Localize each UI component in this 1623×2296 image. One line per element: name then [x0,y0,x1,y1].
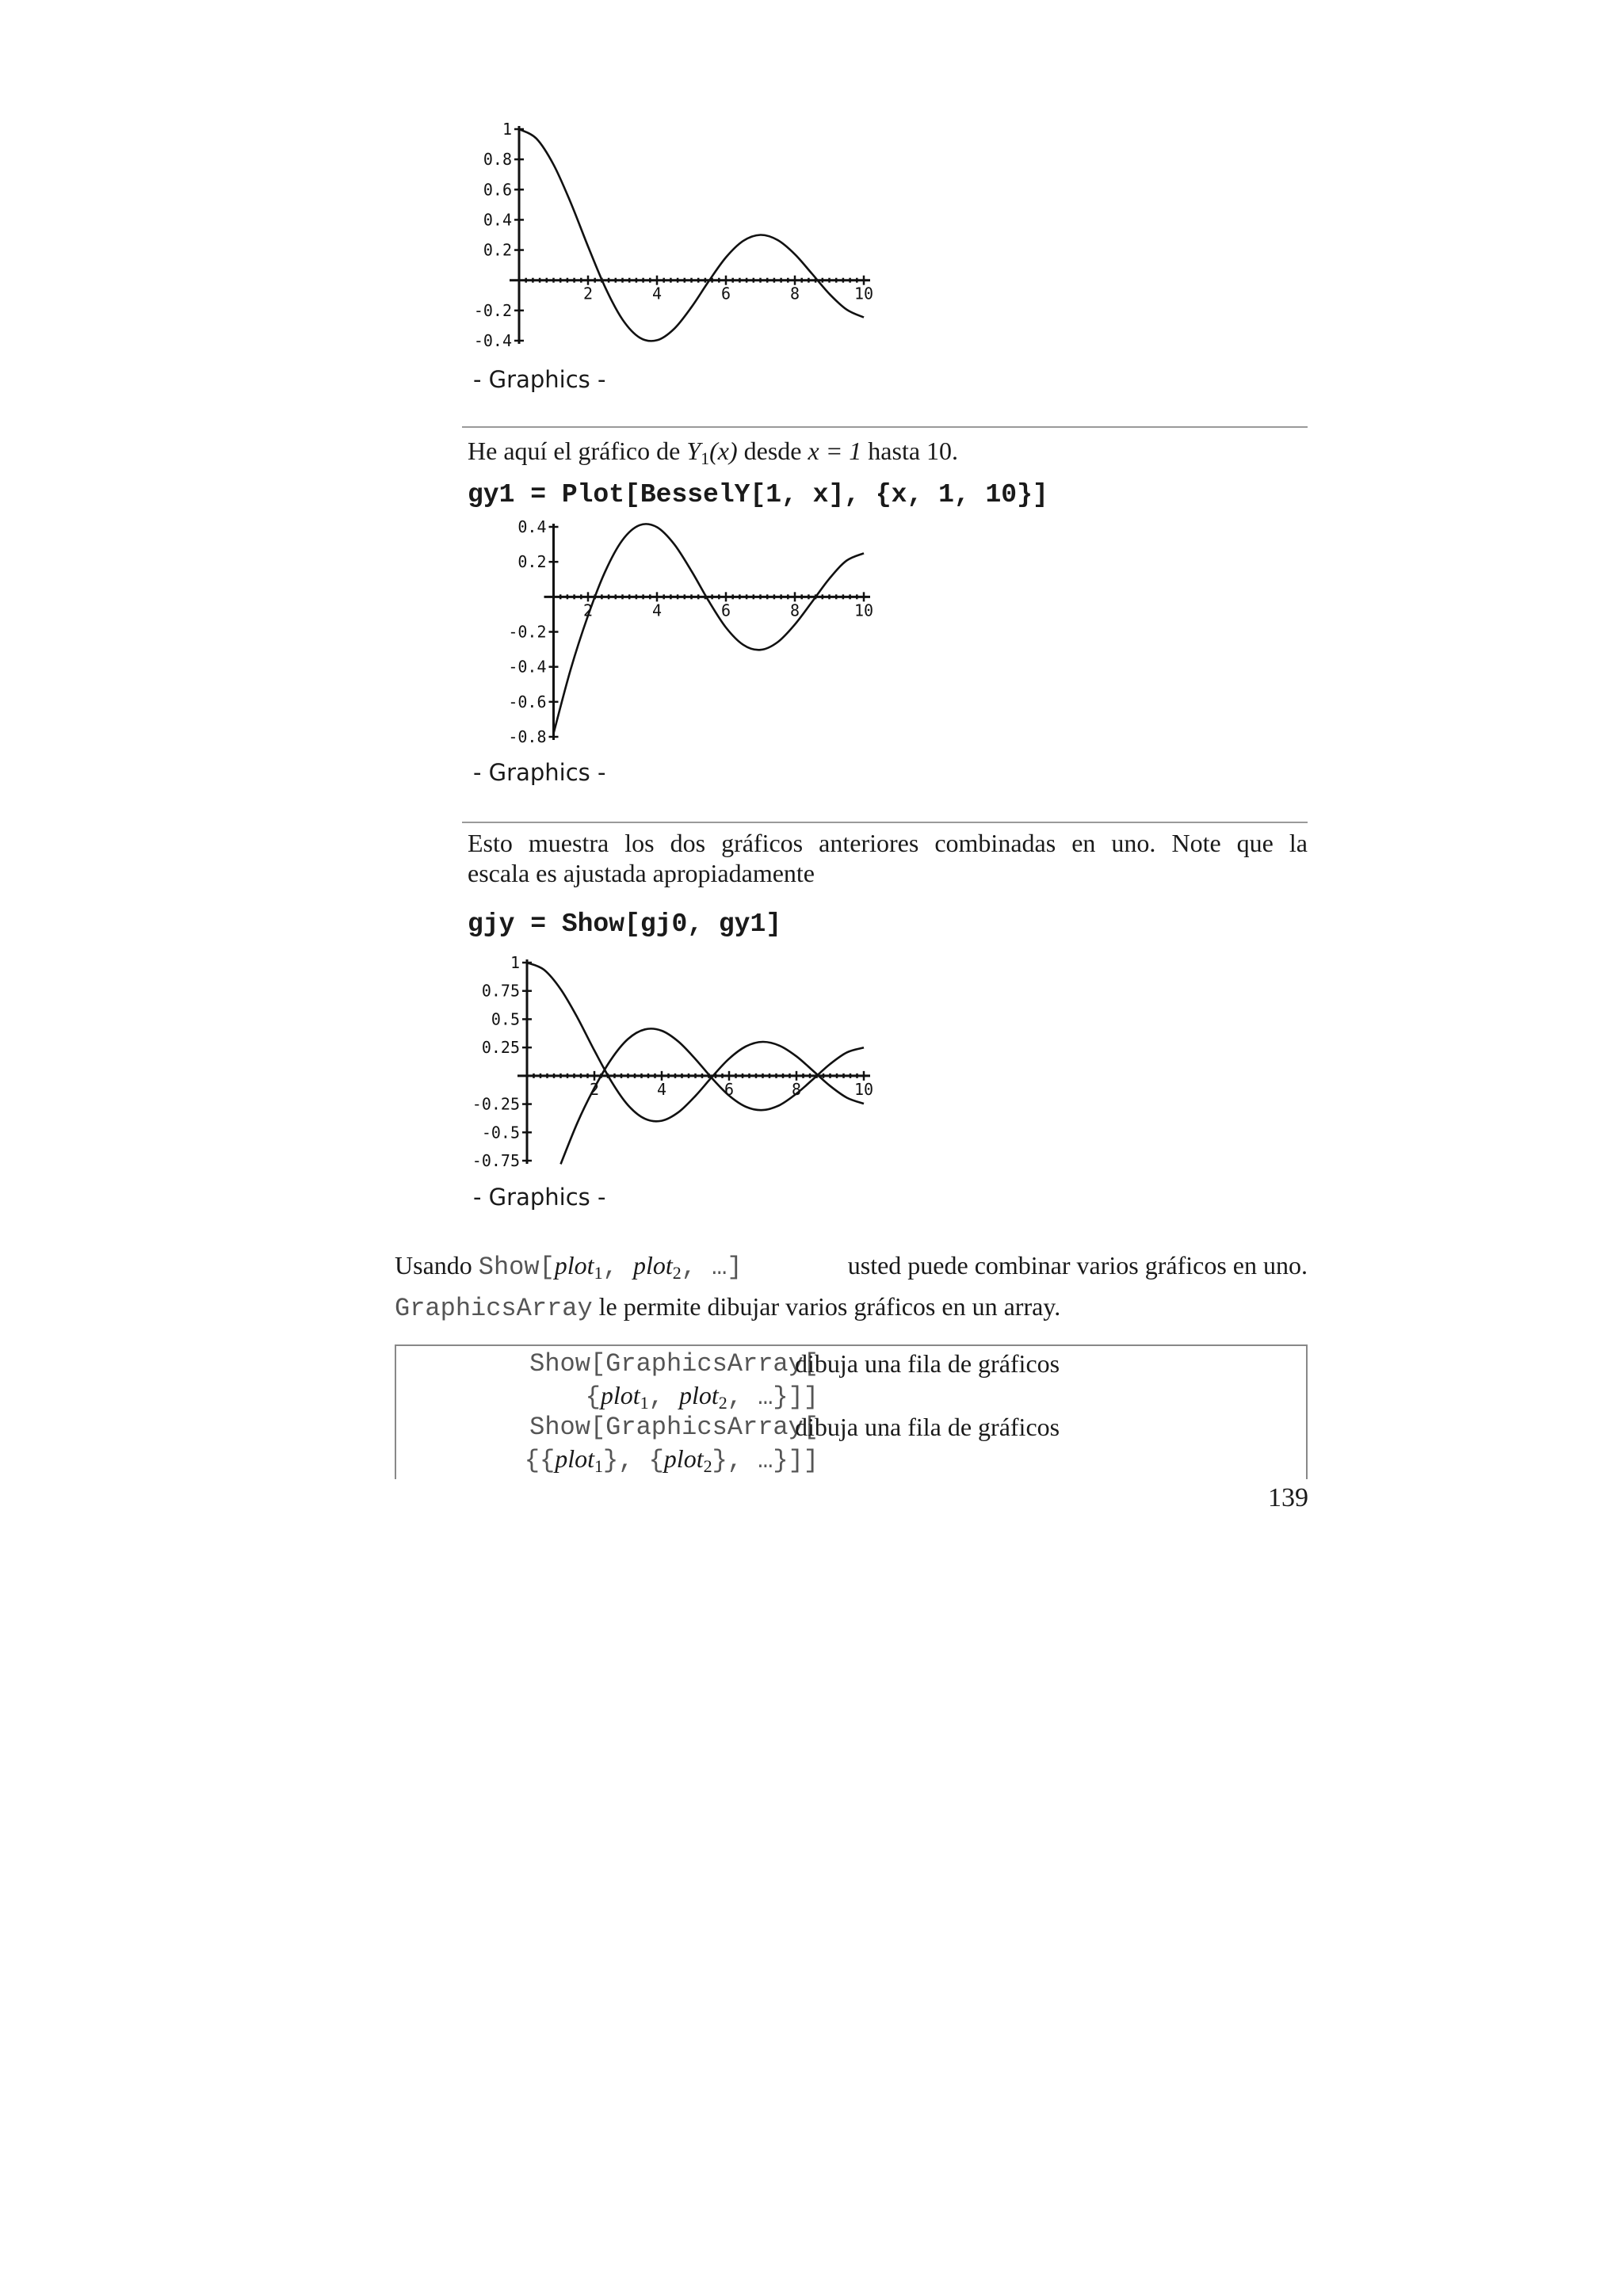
cell-divider [462,822,1308,823]
para3-graphicsarray: GraphicsArray [395,1294,593,1323]
x-tick-label: 10 [854,1079,874,1099]
x-tick-label: 10 [854,284,874,303]
x-tick-label: 8 [791,1079,802,1099]
function-table [395,1344,1308,1479]
row4-plot2: plot [663,1444,704,1473]
para3-plot2: plot [632,1251,673,1280]
paragraph-show [395,1250,1308,1324]
para1-Y: Y [686,437,701,465]
para3-comma: , [602,1253,633,1282]
plot-bessel-j0-svg [452,115,896,368]
cell-divider [462,426,1308,428]
table-row [395,1381,1308,1413]
paragraph-bessel-y-intro [468,436,958,474]
para1-arg: (x) [709,437,738,465]
para3-line2 [395,1291,1308,1324]
y-tick-label: -0.2 [508,622,547,642]
x-tick-label: 6 [720,284,731,303]
y-tick-label: -0.6 [508,692,547,711]
code-gy1: gy1 = Plot[BesselY[1, x], {x, 1, 10}] [468,480,1048,509]
para2-line1: Esto muestra los dos gráficos anteriores combinadas en uno. Note que la [468,829,1308,857]
table-row [395,1444,1308,1476]
row1-code: Show[GraphicsArray[ [529,1349,819,1379]
graphics-label: - Graphics - [473,1184,606,1211]
para1-sub: 1 [701,448,710,468]
y-tick-label: 0.5 [491,1009,520,1029]
para2-line2: escala es ajustada apropiadamente [468,859,815,887]
y-tick-label: 0.8 [483,150,512,170]
plot-bessel-j0 [452,115,896,368]
row4-s1: 1 [594,1456,603,1476]
y-tick-label: -0.8 [508,727,547,746]
plot-combined-svg [452,947,896,1177]
x-tick-label: 8 [789,601,800,620]
row2-plot1: plot [600,1381,640,1409]
para1-eq: x = 1 [808,437,862,465]
para3-line1 [395,1250,1308,1288]
y-tick-label: 0.4 [483,210,512,230]
y-tick-label: -0.4 [473,331,512,350]
row2-s1: 1 [640,1393,649,1413]
row4-code [525,1444,819,1477]
plot-bessel-y1 [452,515,896,753]
table-row [395,1349,1308,1381]
row2-close: , …}]] [727,1383,819,1412]
para1-mid: desde [737,437,808,465]
y-tick-label: 1 [502,120,512,139]
para3-sub1: 1 [594,1263,603,1283]
y-tick-label: -0.75 [472,1151,520,1170]
page-number: 139 [1268,1483,1308,1512]
y-tick-label: 0.4 [517,517,547,536]
y-tick-label: 0.6 [483,180,512,200]
row2-s2: 2 [718,1393,727,1413]
x-tick-label: 10 [854,601,874,620]
series-line [519,129,864,341]
row2-plot2: plot [679,1381,719,1409]
x-tick-label: 4 [651,284,663,303]
para3-show: Show[ [478,1253,555,1282]
para1-post: hasta 10. [861,437,959,465]
y-tick-label: -0.4 [508,657,547,677]
table-row [395,1413,1308,1444]
row2-sep: , [648,1383,679,1412]
x-tick-label: 6 [720,601,731,620]
paragraph-combined [468,828,1308,888]
series-line [561,1028,865,1164]
y-tick-label: 0.25 [481,1038,520,1058]
para3-lead [395,1250,743,1288]
series-line [554,524,865,733]
row1-desc: dibuja una fila de gráficos [795,1349,1060,1378]
graphics-label: - Graphics - [473,366,606,393]
x-tick-label: 4 [651,601,663,620]
table-top-border [395,1344,1308,1346]
x-tick-label: 2 [582,284,594,303]
y-tick-label: -0.5 [481,1123,520,1142]
row4-mid: }, { [602,1446,664,1475]
y-tick-label: 0.2 [517,552,547,572]
para3-dots: , …] [681,1253,743,1282]
x-tick-label: 2 [589,1079,600,1099]
para3-line2-post: le permite dibujar varios gráficos en un array. [592,1292,1061,1321]
y-tick-label: 1 [510,953,520,972]
row3-code: Show[GraphicsArray[ [529,1413,819,1442]
plot-combined [452,947,896,1177]
row4-plot1: plot [555,1444,594,1473]
row2-code [586,1381,819,1413]
row4-close: }, …}]] [712,1446,819,1475]
x-tick-label: 8 [789,284,800,303]
para3-post: usted puede combinar varios gráficos en uno. [847,1251,1308,1280]
x-tick-label: 6 [724,1079,735,1099]
y-tick-label: -0.2 [473,300,512,320]
series-line [527,963,864,1121]
para3-pre: Usando [395,1251,479,1280]
row4-open: {{ [524,1446,556,1475]
y-tick-label: -0.25 [472,1094,520,1114]
row4-s2: 2 [703,1456,712,1476]
para1-pre: He aquí el gráfico de [468,437,687,465]
y-tick-label: 0.2 [483,240,512,260]
x-tick-label: 2 [582,601,594,620]
graphics-label: - Graphics - [473,759,606,786]
code-gjy: gjy = Show[gj0, gy1] [468,910,782,939]
para3-sub2: 2 [672,1263,682,1283]
x-tick-label: 4 [656,1079,667,1099]
para3-plot1: plot [554,1251,594,1280]
row3-desc: dibuja una fila de gráficos [795,1413,1060,1441]
y-tick-label: 0.75 [481,981,520,1001]
plot-bessel-y1-svg [452,515,896,753]
row2-open: { [585,1383,601,1412]
